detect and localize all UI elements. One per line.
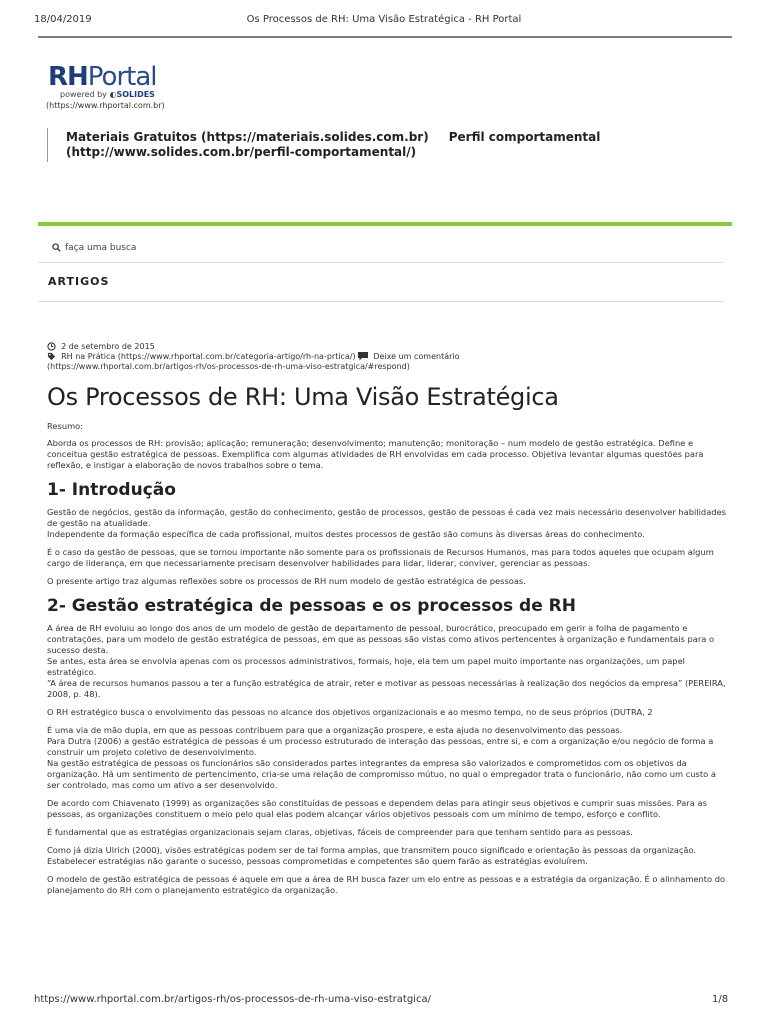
nav-materiais-gratuitos[interactable]: Materiais Gratuitos (https://materiais.solides.com.br) xyxy=(66,130,429,144)
resumo-label: Resumo: xyxy=(47,421,84,431)
logo-url[interactable]: (https://www.rhportal.com.br) xyxy=(46,101,165,110)
post-category-link[interactable]: RH na Prática (https://www.rhportal.com.br/categoria-artigo/rh-na-prtica/) xyxy=(61,352,356,361)
paragraph: A área de RH evoluiu ao longo dos anos de um modelo de gestão de departamento de pessoal, burocrático, preocupado em gerir a folha de pagamento e contratações, para um modelo de gestão estratégica de pessoas, em que as pessoas são vistas como ativos pertencentes à organização e fundamentais para o sucesso desta. xyxy=(47,623,715,655)
paragraph: De acordo com Chiavenato (1999) as organizações são constituídas de pessoas e dependem delas para atingir seus objetivos e cumprir suas missões. Para as pessoas, as organizações constituem o meio pelo qual elas podem alcançar vários objetivos pessoais com um mínimo de tempo, esforço e conflito. xyxy=(47,798,707,819)
logo-rh: RH xyxy=(48,62,88,92)
comment-link[interactable]: Deixe um comentário xyxy=(373,352,460,361)
search-bar[interactable] xyxy=(52,243,136,253)
heading-introducao: 1- Introdução xyxy=(47,480,176,500)
print-footer-url: https://www.rhportal.com.br/artigos-rh/os-processos-de-rh-uma-viso-estratgica/ xyxy=(34,994,431,1005)
nav-divider xyxy=(47,128,48,162)
tag-icon xyxy=(47,352,56,361)
paragraph: É fundamental que as estratégias organizacionais sejam claras, objetivas, fáceis de compreender para que tenham sentido para as pessoas. xyxy=(47,827,633,837)
paragraph: É o caso da gestão de pessoas, que se tornou importante não somente para os profissionais de Recursos Humanos, mas para todos aqueles que ocupam algum cargo de liderança, em que necessariamente precisam desenvolver habilidades para lidar, liderar, conviver, gerenciar as pessoas. xyxy=(47,547,714,568)
paragraph: O presente artigo traz algumas reflexões sobre os processos de RH num modelo de gestão estratégica de pessoas. xyxy=(47,576,526,586)
clock-icon xyxy=(47,342,56,351)
logo-portal: Portal xyxy=(87,62,157,92)
paragraph: Para Dutra (2006) a gestão estratégica de pessoas é um processo estruturado de interação das pessoas, entre si, e com a organização e/ou negócio de forma a construir um projeto coletivo de desenvolvimento. xyxy=(47,736,714,757)
heading-gestao-estrategica: 2- Gestão estratégica de pessoas e os processos de RH xyxy=(47,596,576,616)
article-title: Os Processos de RH: Uma Visão Estratégica xyxy=(47,383,559,411)
paragraph: Independente da formação específica de cada profissional, muitos destes processos de gestão são comuns às diversas áreas do conhecimento. xyxy=(47,529,645,539)
print-title: Os Processos de RH: Uma Visão Estratégica - RH Portal xyxy=(246,14,522,25)
print-page-number: 1/8 xyxy=(712,994,729,1005)
search-input[interactable]: faça uma busca xyxy=(65,243,137,253)
rhportal-logo[interactable] xyxy=(48,62,156,92)
comment-url[interactable]: (https://www.rhportal.com.br/artigos-rh/os-processos-de-rh-uma-viso-estratgica/#respond) xyxy=(47,362,410,371)
print-date: 18/04/2019 xyxy=(34,14,92,25)
paragraph: O RH estratégico busca o envolvimento das pessoas no alcance dos objetivos organizacionais e ao mesmo tempo, no de seus próprios (DUTRA, 2 xyxy=(47,707,653,717)
divider xyxy=(38,262,724,263)
search-icon xyxy=(52,243,61,252)
resumo-text: Aborda os processos de RH: provisão; aplicação; remuneração; desenvolvimento; manutenção; monitoração – num modelo de gestão estratégica. Define e conceitua gestão estratégica de pessoas. Exemplifica com algumas atividades de RH envolvidas em cada processo. Objetiva levantar algumas questões para reflexão, e instigar a elaboração de novos trabalhos sobre o tema. xyxy=(47,438,704,470)
article-body xyxy=(47,421,727,903)
solides-icon: ◐ xyxy=(109,90,117,99)
powered-by-text: powered by xyxy=(60,90,107,99)
quote-paragraph: “A área de recursos humanos passou a ter a função estratégica de atrair, reter e motivar as pessoas necessárias à realização dos negócios da empresa” (PEREIRA, 2008, p. 48). xyxy=(47,678,726,699)
paragraph: Na gestão estratégica de pessoas os funcionários são considerados partes integrantes da empresa são valorizados e comprometidos com os objetivos da organização. Há um sentimento de pertencimento, cria-se uma relação de compromisso mútuo, no qual o empregador trata o funcionário, não como um custo a ser controlado, mas como um ativo a ser desenvolvido. xyxy=(47,758,716,790)
nav-perfil-comportamental[interactable]: Perfil comportamental xyxy=(448,130,601,144)
solides-brand: SOLIDES xyxy=(116,90,155,99)
post-meta xyxy=(47,342,737,372)
post-date: 2 de setembro de 2015 xyxy=(61,342,155,351)
divider xyxy=(38,301,724,302)
top-nav xyxy=(66,130,666,160)
green-accent-bar xyxy=(38,222,732,226)
paragraph: Se antes, esta área se envolvia apenas com os processos administrativos, formais, hoje, ela tem um papel muito importante nas organizações, um papel estratégico. xyxy=(47,656,685,677)
paragraph: Como já dizia Ulrich (2000), visões estratégicas podem ser de tal forma amplas, que transmitem pouco significado e orientação às pessoas da organização. Estabelecer estratégias não garante o sucesso, pessoas comprometidas e competentes são quem farão as estratégias evoluírem. xyxy=(47,845,697,866)
paragraph: É uma via de mão dupla, em que as pessoas contribuem para que a organização prospere, e esta ajuda no desenvolvimento das pessoas. xyxy=(47,725,623,735)
logo-powered-by xyxy=(60,90,155,99)
nav-perfil-comportamental-url[interactable]: (http://www.solides.com.br/perfil-comportamental/) xyxy=(66,145,417,159)
comment-icon xyxy=(358,352,368,361)
section-title[interactable]: ARTIGOS xyxy=(48,275,110,288)
paragraph: Gestão de negócios, gestão da informação, gestão do conhecimento, gestão de processos, gestão de pessoas é cada vez mais necessário desenvolver habilidades de gestão na atualidade. xyxy=(47,507,726,528)
paragraph: O modelo de gestão estratégica de pessoas é aquele em que a área de RH busca fazer um elo entre as pessoas e a estratégia da organização. É o alinhamento do planejamento do RH com o planejamento estratégico da organização. xyxy=(47,874,726,895)
header-divider xyxy=(38,36,732,38)
